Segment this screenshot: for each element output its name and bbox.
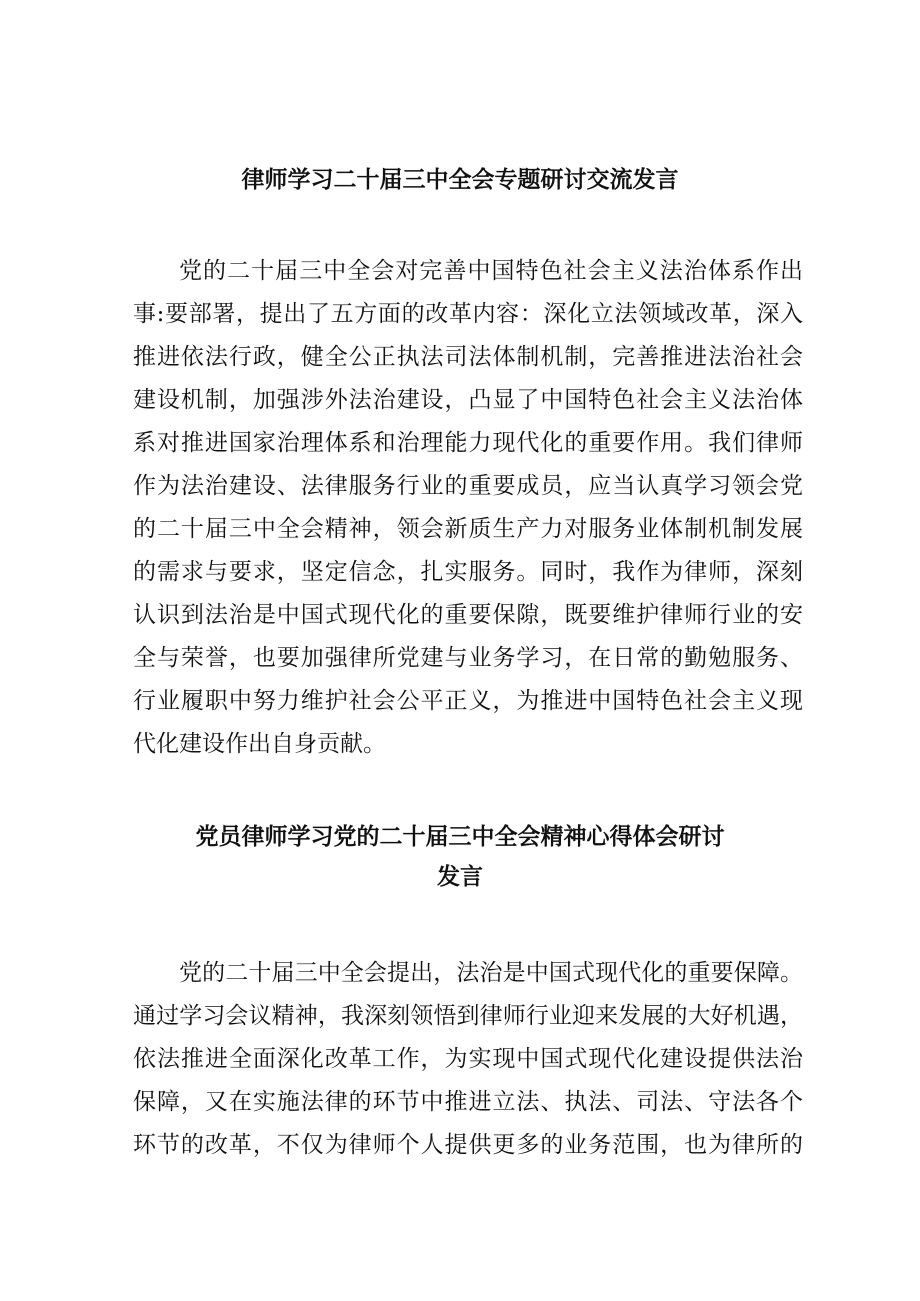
body-line: 认识到法治是中国式现代化的重要保隙，既要维护律师行业的安 xyxy=(133,602,803,628)
article-2-body xyxy=(133,952,803,1167)
article-2-title xyxy=(0,817,920,897)
body-line: 建设机制，加强涉外法治建设，凸显了中国特色社会主义法治体 xyxy=(133,387,803,413)
body-line: 党的二十届三中全会对完善中国特色社会主义法治体系作出 xyxy=(179,258,803,284)
body-line: 作为法治建设、法律服务行业的重要成员，应当认真学习领会党 xyxy=(133,473,803,499)
body-line: 系对推进国家治理体系和治理能力现代化的重要作用。我们律师 xyxy=(133,430,803,456)
body-line: 环节的改革，不仅为律师个人提供更多的业务范围，也为律所的 xyxy=(133,1132,803,1158)
body-line: 行业履职中努力维护社会公平正义，为推进中国特色社会主义现 xyxy=(133,688,803,714)
body-line: 依法推进全面深化改革工作，为实现中国式现代化建设提供法治 xyxy=(133,1046,803,1072)
body-line: 保障，又在实施法律的环节中推进立法、执法、司法、守法各个 xyxy=(133,1089,803,1115)
article-2-title-line-2: 发言 xyxy=(437,864,483,890)
body-line: 的二十届三中全会精神，领会新质生产力对服务业体制机制发展 xyxy=(133,516,803,542)
article-1-title: 律师学习二十届三中全会专题研讨交流发言 xyxy=(241,167,679,193)
body-line: 通过学习会议精神，我深刻领悟到律师行业迎来发展的大好机遇， xyxy=(133,1003,803,1029)
article-1-body xyxy=(133,250,803,766)
body-line: 推进依法行政，健全公正执法司法体制机制，完善推进法治社会 xyxy=(133,344,803,370)
body-line: 事:要部署，提出了五方面的改革内容：深化立法领域改革，深入 xyxy=(133,301,803,327)
body-line: 全与荣誉，也要加强律所党建与业务学习，在日常的勤勉服务、 xyxy=(133,645,803,671)
article-2-title-line-1: 党员律师学习党的二十届三中全会精神心得体会研讨 xyxy=(195,824,725,850)
body-line: 党的二十届三中全会提出，法治是中国式现代化的重要保障。 xyxy=(179,960,803,986)
body-line: 的需求与要求，坚定信念，扎实服务。同时，我作为律师，深刻 xyxy=(133,559,803,585)
body-line: 代化建设作出自身贡献。 xyxy=(133,731,386,757)
